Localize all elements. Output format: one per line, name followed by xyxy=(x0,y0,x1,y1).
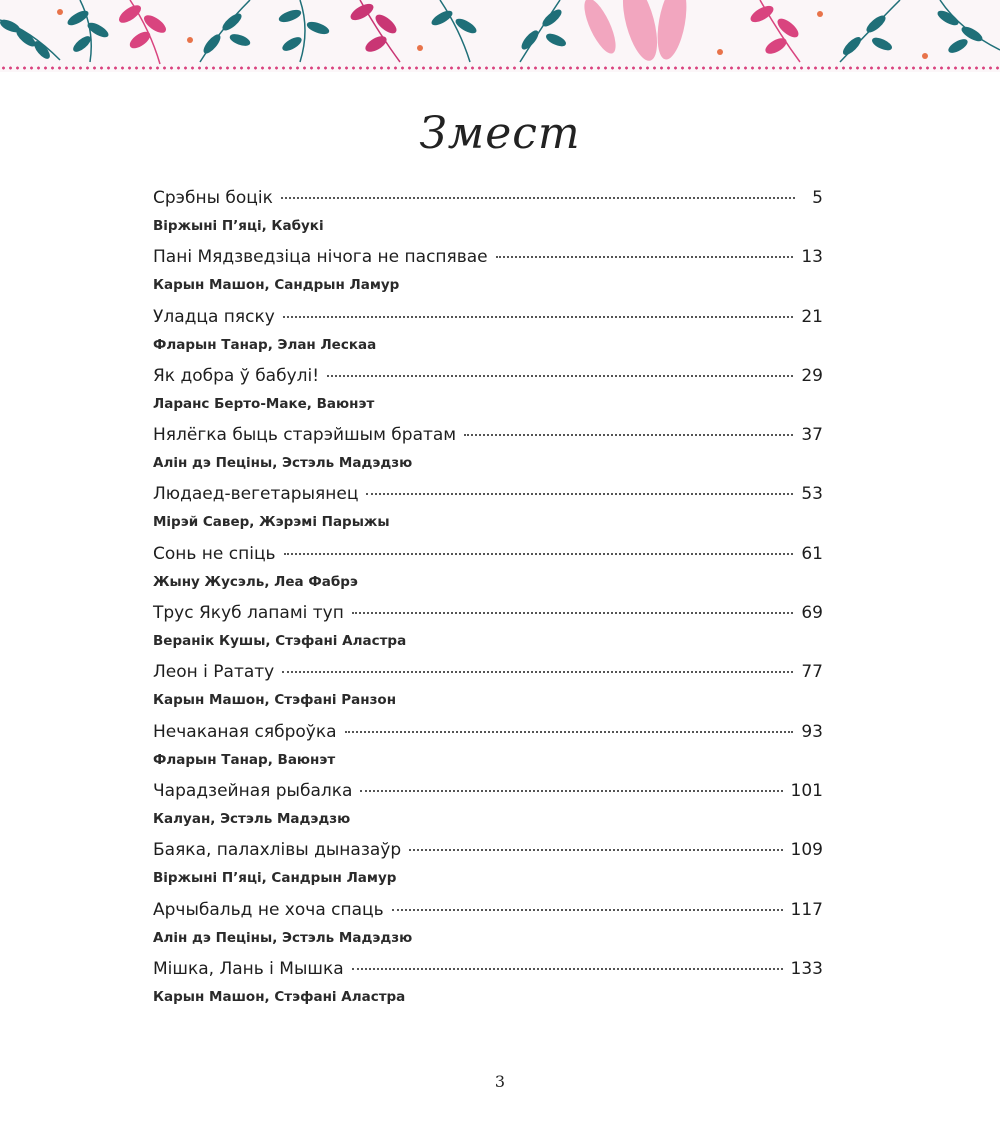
toc-row xyxy=(153,307,823,335)
story-authors: Ларанс Берто-Маке, Ваюнэт xyxy=(153,395,375,412)
leaf-branch-icon xyxy=(430,0,566,62)
dot-leader xyxy=(345,731,794,733)
story-authors: Алін дэ Пеціны, Эстэль Мадэдзю xyxy=(153,929,413,946)
toc-row xyxy=(153,603,823,631)
toc-entry xyxy=(153,366,823,425)
leaf-branch-icon xyxy=(200,0,330,62)
toc-entry xyxy=(153,781,823,840)
story-title: Срэбны боцік xyxy=(153,188,273,208)
story-page: 37 xyxy=(801,425,823,446)
toc-entry xyxy=(153,900,823,959)
toc-row xyxy=(153,781,823,809)
story-title: Уладца пяску xyxy=(153,306,275,327)
story-title: Баяка, палахлівы дыназаўр xyxy=(153,840,402,861)
toc-row xyxy=(153,662,823,690)
story-title: Трус Якуб лапамі туп xyxy=(153,603,344,624)
toc-row xyxy=(153,366,823,394)
toc-entry xyxy=(153,425,823,484)
story-authors: Веранік Кушы, Стэфані Аластра xyxy=(153,633,407,650)
story-page: 29 xyxy=(801,365,823,386)
dotted-border xyxy=(0,66,1000,70)
dot-leader xyxy=(284,553,794,555)
story-page: 93 xyxy=(801,721,823,742)
story-authors: Алін дэ Пеціны, Эстэль Мадэдзю xyxy=(153,455,413,472)
pink-leaf-icon xyxy=(349,0,400,62)
toc-row xyxy=(153,188,823,216)
story-title: Мішка, Лань і Мышка xyxy=(153,958,344,979)
dot-leader xyxy=(283,316,794,318)
feather-icon xyxy=(578,0,691,64)
story-title: Людаед-вегетарыянец xyxy=(153,484,359,505)
dot-leader xyxy=(360,790,782,792)
toc-row xyxy=(153,247,823,275)
dot-leader xyxy=(327,375,793,377)
story-title: Арчыбальд не хоча спаць xyxy=(153,899,384,920)
story-authors: Карын Машон, Стэфані Аластра xyxy=(153,988,406,1005)
pink-leaf-icon xyxy=(749,0,800,62)
toc-entry xyxy=(153,722,823,781)
story-authors: Віржыні П’яці, Сандрын Ламур xyxy=(153,870,397,887)
story-page: 133 xyxy=(790,958,823,979)
toc-row xyxy=(153,544,823,572)
floral-banner xyxy=(0,0,1000,72)
toc-entry xyxy=(153,484,823,543)
toc-entry xyxy=(153,307,823,366)
toc-row xyxy=(153,959,823,987)
toc-row xyxy=(153,900,823,928)
dot-leader xyxy=(352,968,783,970)
toc-row xyxy=(153,425,823,453)
story-title: Леон і Ратату xyxy=(153,662,275,683)
story-authors: Карын Машон, Стэфані Ранзон xyxy=(153,692,397,709)
story-page: 101 xyxy=(790,780,823,801)
story-page: 77 xyxy=(801,662,823,683)
dot-leader xyxy=(366,493,793,495)
toc-row xyxy=(153,840,823,868)
pink-leaf-icon xyxy=(117,0,167,64)
story-page: 117 xyxy=(790,899,823,920)
dot-leader xyxy=(392,909,783,911)
dot-leader xyxy=(281,197,795,199)
story-authors: Фларын Танар, Элан Лескаа xyxy=(153,336,377,353)
toc-entry xyxy=(153,544,823,603)
story-page: 109 xyxy=(790,840,823,861)
story-authors: Мірэй Савер, Жэрэмі Парыжы xyxy=(153,514,390,531)
page-number: 3 xyxy=(494,1072,506,1091)
story-page: 61 xyxy=(801,543,823,564)
story-page: 13 xyxy=(801,247,823,268)
toc-entry xyxy=(153,188,823,247)
story-title: Сонь не спіць xyxy=(153,543,276,564)
leaf-branch-icon xyxy=(840,0,1000,62)
dot-leader xyxy=(352,612,793,614)
toc-entry xyxy=(153,662,823,721)
story-title: Пані Мядзведзіца нічога не паспявае xyxy=(153,247,488,268)
toc-row xyxy=(153,722,823,750)
story-authors: Жыну Жусэль, Леа Фабрэ xyxy=(153,573,358,590)
story-page: 5 xyxy=(812,188,823,208)
dot-leader xyxy=(496,256,794,258)
story-title: Як добра ў бабулі! xyxy=(153,365,320,386)
story-page: 53 xyxy=(801,484,823,505)
story-authors: Калуан, Эстэль Мадэдзю xyxy=(153,810,351,827)
story-page: 21 xyxy=(801,306,823,327)
toc-entry xyxy=(153,959,823,1018)
page-title: Змест xyxy=(419,108,581,159)
story-authors: Віржыні П’яці, Кабукі xyxy=(153,218,324,234)
dot-leader xyxy=(464,434,793,436)
toc-entry xyxy=(153,247,823,306)
story-title: Чарадзейная рыбалка xyxy=(153,780,353,801)
story-title: Нялёгка быць старэйшым братам xyxy=(153,425,457,446)
toc-entry xyxy=(153,840,823,899)
table-of-contents xyxy=(153,188,823,1018)
dot-leader xyxy=(409,849,782,851)
story-title: Нечаканая сяброўка xyxy=(153,721,337,742)
toc-row xyxy=(153,484,823,512)
story-authors: Фларын Танар, Ваюнэт xyxy=(153,751,336,768)
story-page: 69 xyxy=(801,603,823,624)
story-authors: Карын Машон, Сандрын Ламур xyxy=(153,277,400,294)
dot-leader xyxy=(282,671,793,673)
leaf-branch-icon xyxy=(0,0,110,62)
toc-entry xyxy=(153,603,823,662)
